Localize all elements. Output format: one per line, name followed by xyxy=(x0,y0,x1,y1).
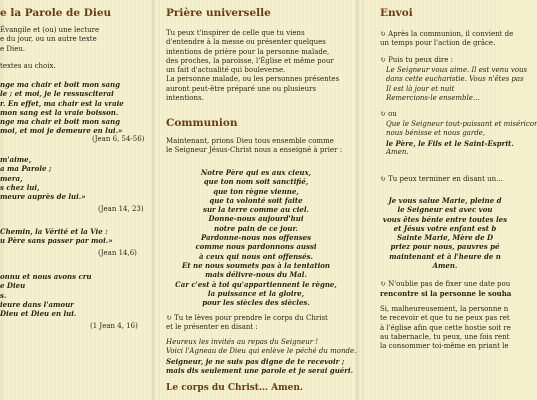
remerciement-text xyxy=(386,66,527,103)
prayer-line: que ta volonté soit faite xyxy=(209,195,303,205)
quote-line: s. xyxy=(0,290,7,300)
prayer-je-vous-salue xyxy=(370,196,520,270)
text-line: e Dieu. xyxy=(0,44,26,53)
text-line: Si, malheureusement, la personne n xyxy=(380,305,509,313)
quote-line: onnu et nous avons cru xyxy=(0,272,92,281)
quote-line: nge ma chair et boit mon sang xyxy=(0,117,121,127)
quote-line: moi, et moi je demeure en lui.» xyxy=(0,126,123,136)
quote-line: le ; et moi, je le ressusciterai xyxy=(0,89,114,99)
quote-line: u Père sans passer par moi.» xyxy=(0,236,113,246)
ref-jean-14-6: (Jean 14,6) xyxy=(98,249,137,257)
benediction-text xyxy=(386,120,537,139)
text-line: e du jour, ou un autre texte xyxy=(0,35,97,44)
prayer-line: priez pour nous, pauvres pé xyxy=(390,242,500,252)
section-title-parole: e la Parole de Dieu xyxy=(0,7,112,19)
text-line: ↻ Tu te lèves pour prendre le corps du Christ xyxy=(166,314,328,322)
text-line: intentions de prière pour la personne malade, xyxy=(166,47,330,56)
or-marker: ↻ ou xyxy=(380,110,397,118)
text-line: nous bénisse et nous garde, xyxy=(386,129,486,138)
text-line: auront peut-être préparé une ou plusieurs xyxy=(166,84,317,93)
text-line: Voici l'Agneau de Dieu qui enlève le péché du monde. xyxy=(166,347,357,356)
text-line: Évangile et (ou) une lecture xyxy=(0,26,100,34)
quote-jean-14-23 xyxy=(0,155,86,201)
prayer-line: Notre Père qui es aux cieux, xyxy=(200,168,312,177)
text-line: intentions. xyxy=(166,94,204,103)
text-line: Que le Seigneur tout-puissant et miséricor xyxy=(386,120,537,128)
text-line: la consommer toi-même en priant le xyxy=(380,342,509,351)
instruction-lift xyxy=(166,314,328,333)
text-line: Tu peux t'inspirer de celle que tu viens xyxy=(166,29,305,37)
text-line: Remercions-le ensemble… xyxy=(386,93,480,102)
fold-line-left xyxy=(152,0,160,400)
quote-line: m'aime, xyxy=(0,155,32,164)
prayer-line: Sainte Marie, Mère de D xyxy=(396,233,494,243)
prayer-line: Je vous salue Marie, pleine d xyxy=(388,196,502,205)
prayer-line: à ceux qui nous ont offensés. xyxy=(199,251,313,261)
text-line: un fait d'actualité qui bouleverse. xyxy=(166,66,286,75)
trinite-text: le Père, le Fils et le Saint-Esprit. xyxy=(386,139,514,148)
quote-line: nge ma chair et boit mon sang xyxy=(0,80,121,89)
quote-line: Dieu et Dieu en lui. xyxy=(0,309,77,319)
quote-line: a ma Parole ; xyxy=(0,164,52,174)
text-line: Seigneur, je ne suis pas digne de te recevoir ; xyxy=(166,357,345,366)
prayer-line: la puissance et la gloire, xyxy=(207,288,305,298)
prayer-line: maintenant et à l'heure de n xyxy=(389,251,501,261)
text-line: Heureux les invités au repas du Seigneur ! xyxy=(166,338,319,346)
note-textes: textes au choix. xyxy=(0,62,56,70)
text-line: des proches, la paroisse, l'Église et même pour xyxy=(166,56,334,65)
text-line: d'entendre à la messe ou présenter quelques xyxy=(166,38,326,47)
quote-line: ieure dans l'amour xyxy=(0,299,74,309)
text-line: La personne malade, ou les personnes présentes xyxy=(166,75,340,84)
closing-corps-du-christ: Le corps du Christ… Amen. xyxy=(166,383,304,393)
text-line: ↻ Après la communion, il convient de xyxy=(380,30,514,38)
instruction-apres-communion xyxy=(380,30,513,49)
instruction-puis: ↻ Puis tu peux dire : xyxy=(380,56,454,64)
quote-line: mera, xyxy=(0,173,23,183)
quote-line: e Dieu xyxy=(0,281,26,291)
intro-priere xyxy=(166,29,339,103)
instruction-date xyxy=(380,280,511,299)
panel-priere-communion xyxy=(162,0,357,400)
fold-line-right xyxy=(356,0,364,400)
ref-1-jean-4: (1 Jean 4, 16) xyxy=(90,322,138,330)
text-line: un temps pour l'action de grâce. xyxy=(380,39,496,48)
panel-envoi xyxy=(370,0,537,400)
intro-communion xyxy=(166,137,342,156)
prayer-line: que ton nom soit sanctifié, xyxy=(203,177,309,187)
section-title-envoi: Envoi xyxy=(380,7,413,19)
intro-parole xyxy=(0,26,99,54)
prayer-line: pour les siècles des siècles. xyxy=(202,298,310,308)
prayer-notre-pere xyxy=(162,168,350,307)
prayer-line: comme nous pardonnons aussi xyxy=(195,242,317,252)
quote-line: r. En effet, ma chair est la vraie xyxy=(0,98,124,108)
quote-1-jean-4 xyxy=(0,272,92,318)
text-line: et le présenter en disant : xyxy=(166,323,258,332)
prayer-line: vous êtes bénie entre toutes les xyxy=(382,214,508,224)
quote-line: meure auprès de lui.» xyxy=(0,192,86,202)
ref-jean-14-23: (Jean 14, 23) xyxy=(98,205,144,213)
instruction-terminer: ↻ Tu peux terminer en disant un… xyxy=(380,175,504,183)
prayer-line: Et ne nous soumets pas à la tentation xyxy=(182,260,330,270)
prayer-line: mais délivre-nous du Mal. xyxy=(205,270,307,280)
quote-jean-14-6 xyxy=(0,227,113,246)
prayer-line: sur la terre comme au ciel. xyxy=(203,205,309,215)
text-line: Maintenant, prions Dieu tous ensemble comme xyxy=(166,137,334,145)
text-line: te recevoir et que tu ne peux pas ret xyxy=(380,314,510,323)
quote-line: s chez lui, xyxy=(0,182,40,192)
text-line: ↻ N'oublie pas de fixer une date pou xyxy=(380,280,511,288)
prayer-line: et Jésus votre enfant est b xyxy=(393,223,497,233)
section-title-priere: Prière universelle xyxy=(166,7,271,19)
text-line: rencontre si la personne le souha xyxy=(380,289,512,299)
quote-line: Chemin, la Vérité et la Vie : xyxy=(0,227,108,236)
invitation-agneau xyxy=(166,338,356,357)
text-line: dans cette eucharistie. Vous n'êtes pas xyxy=(386,75,524,84)
section-title-communion: Communion xyxy=(166,117,238,129)
response-seigneur xyxy=(166,357,353,376)
quote-jean-6 xyxy=(0,80,124,136)
prayer-line: Amen. xyxy=(432,261,458,271)
quote-line: mon sang est la vraie boisson. xyxy=(0,107,119,117)
panel-parole-de-dieu xyxy=(0,0,152,400)
amen-1: Amen. xyxy=(386,148,409,156)
text-line: Le Seigneur vous aime. Il est venu vous xyxy=(386,66,528,74)
text-line: le Seigneur Jésus-Christ nous a enseigné à prier : xyxy=(166,146,343,155)
prayer-line: le Seigneur est avec vou xyxy=(397,205,493,215)
ref-jean-6: (Jean 6, 54-56) xyxy=(92,135,145,143)
text-line: Il est là jour et nuit xyxy=(386,84,455,93)
prayer-line: Pardonne-nous nos offenses xyxy=(200,233,312,243)
text-line: à l'église afin que cette hostie soit re xyxy=(380,323,511,332)
prayer-line: notre pain de ce jour. xyxy=(214,223,298,233)
prayer-line: Car c'est à toi qu'appartiennent le règne, xyxy=(175,279,337,289)
text-line: au tabernacle, tu peux, une fois rent xyxy=(380,332,510,341)
text-line: mais dis seulement une parole et je serai guéri. xyxy=(166,366,354,376)
instruction-hostie xyxy=(380,305,511,351)
prayer-line: Donne-nous aujourd'hui xyxy=(208,214,304,224)
prayer-line: que ton règne vienne, xyxy=(213,186,299,196)
